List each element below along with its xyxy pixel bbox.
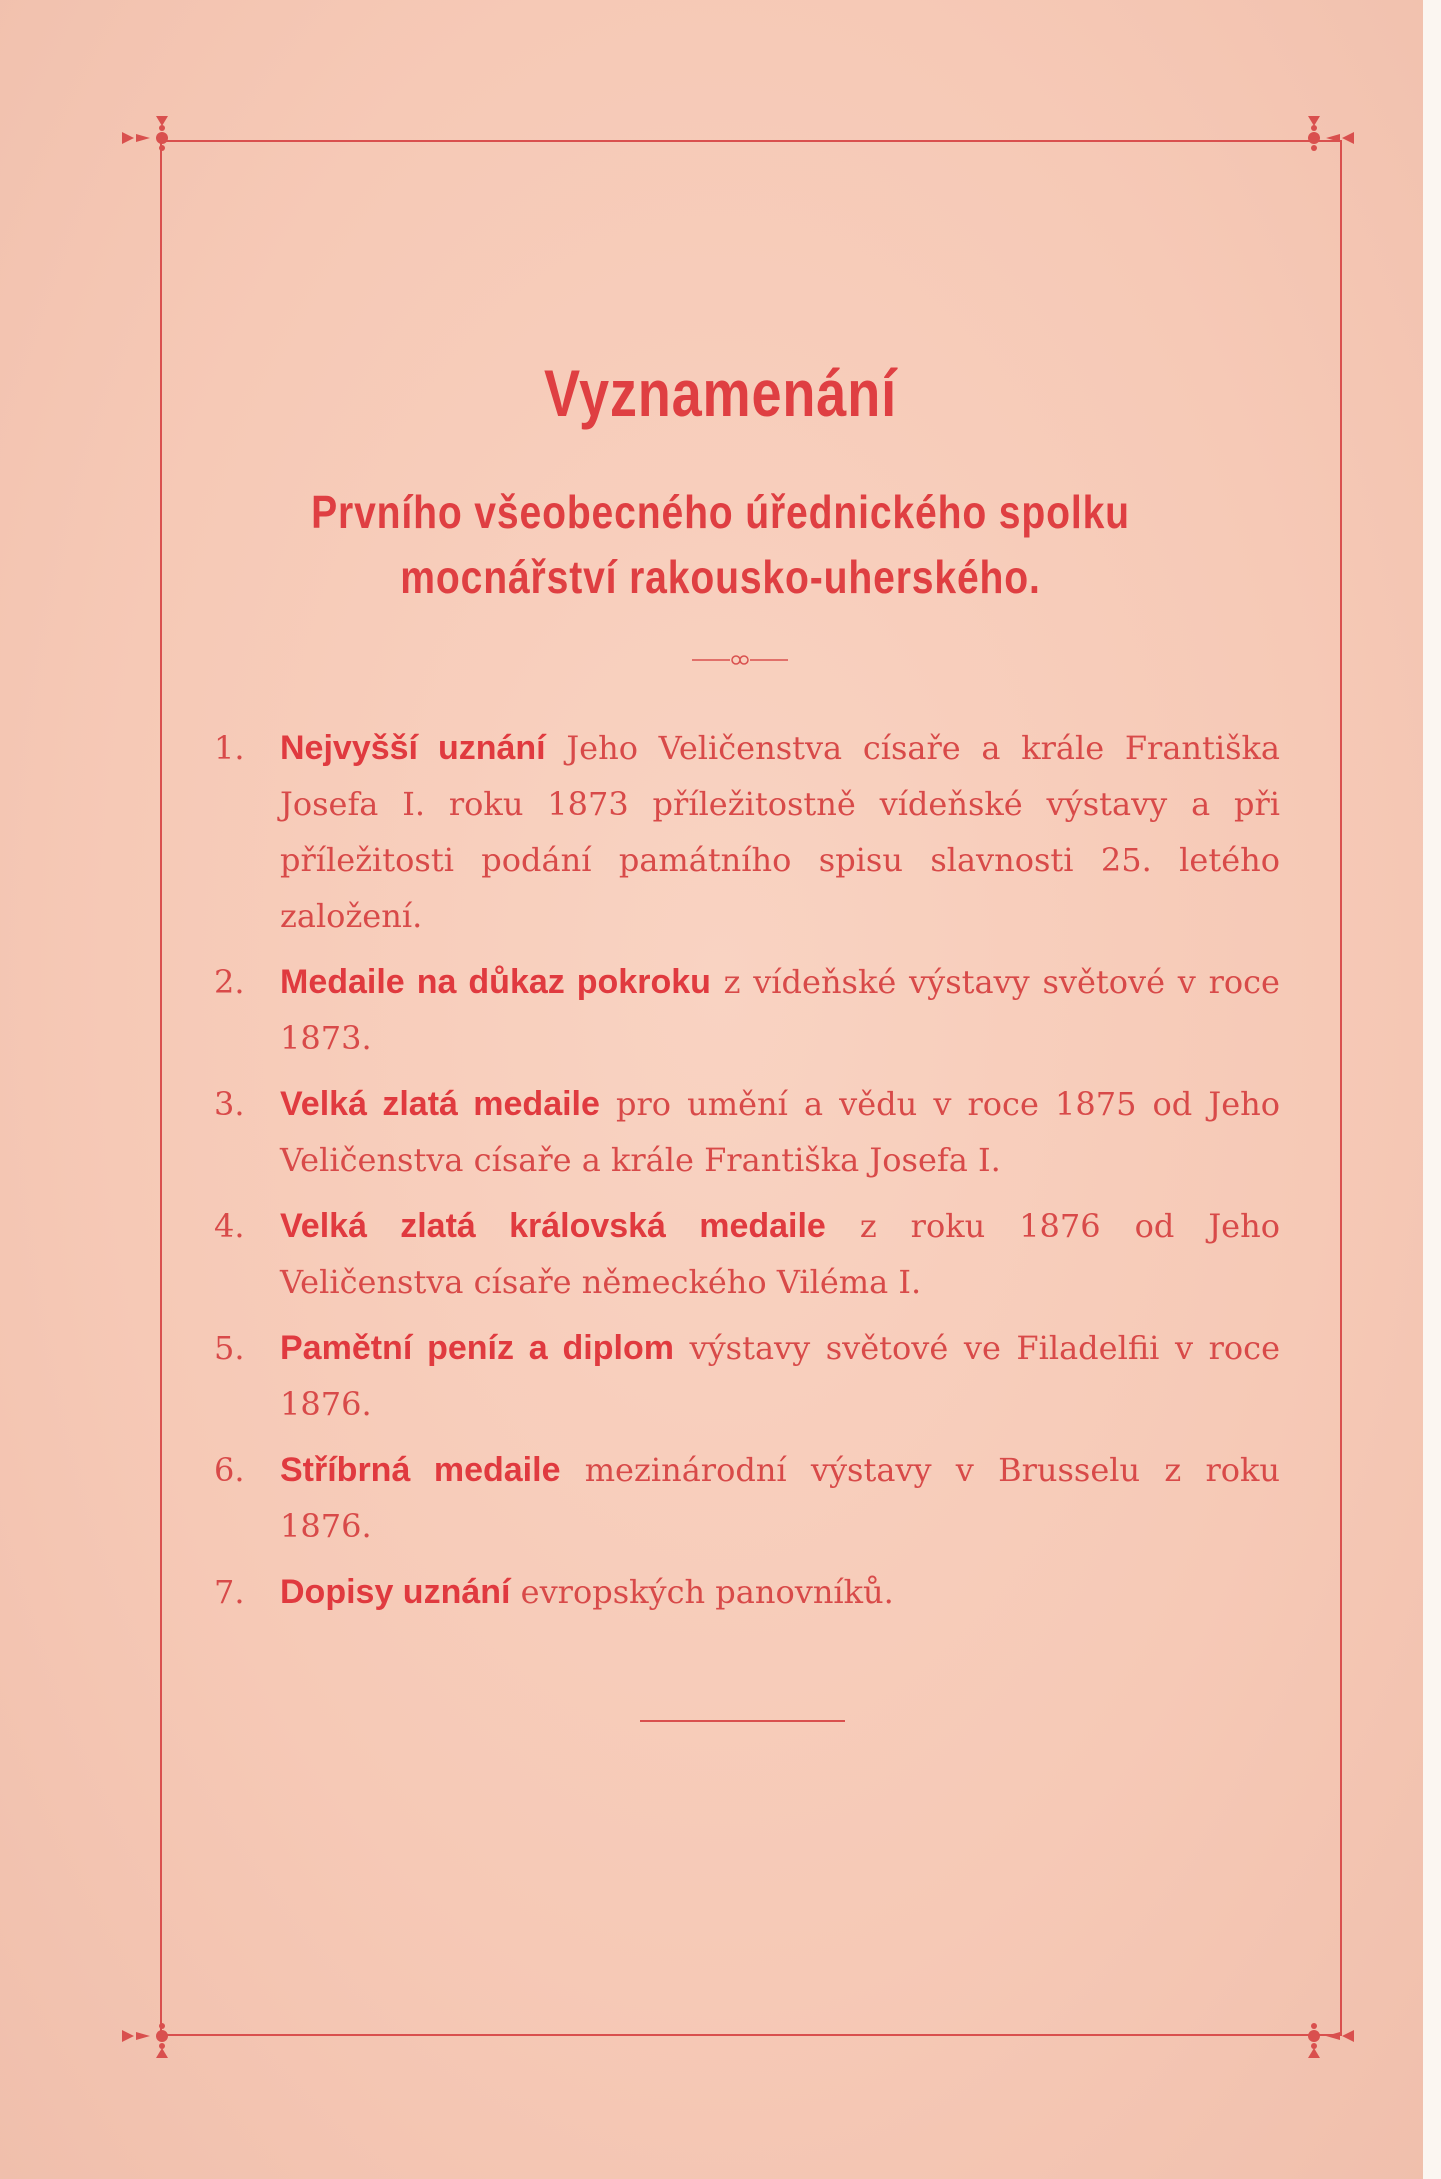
awards-list [200,720,1280,1630]
end-rule [640,1720,845,1722]
item-number: 3. [214,1085,245,1123]
list-item [200,1198,1280,1310]
item-text: výstavy světové ve Filadelfii v roce 1876. [280,1329,1280,1423]
item-heading: Medaile na důkaz pokroku [280,963,711,1001]
item-text: evropských panovníků. [510,1573,894,1611]
list-item [200,1320,1280,1432]
item-heading: Velká zlatá královská medaile [280,1207,826,1245]
item-heading: Velká zlatá medaile [280,1085,600,1123]
list-item [200,1076,1280,1188]
item-number: 6. [214,1451,245,1489]
item-text: pro umění a vědu v roce 1875 od Jeho Veličenstva císaře a krále Františka Josefa I. [280,1085,1281,1179]
corner-ornament-bottom-right-icon [1296,2006,1356,2066]
item-heading: Nejvyšší uznání [280,729,546,767]
item-text: z roku 1876 od Jeho Veličenstva císaře německého Viléma I. [280,1207,1280,1301]
item-text: mezinárodní výstavy v Brusselu z roku 1876. [280,1451,1281,1545]
item-number: 2. [214,963,245,1001]
item-heading: Dopisy uznání [280,1573,511,1611]
item-number: 1. [214,729,245,767]
list-item [200,720,1280,944]
list-item [200,954,1280,1066]
item-number: 7. [214,1573,245,1611]
item-number: 4. [214,1207,245,1245]
corner-ornament-bottom-left-icon [120,2006,180,2066]
list-item [200,1564,1280,1620]
item-heading: Pamětní peníz a diplom [280,1329,674,1367]
subtitle-line-1: Prvního všeobecného úřednického spolku [311,486,1130,538]
list-item [200,1442,1280,1554]
subtitle-line-2: mocnářství rakousko-uherského. [400,551,1041,603]
corner-ornament-top-right-icon [1296,108,1356,168]
item-number: 5. [214,1329,245,1367]
item-heading: Stříbrná medaile [280,1451,561,1489]
corner-ornament-top-left-icon [120,108,180,168]
item-text: z vídeňské výstavy světové v roce 1873. [280,963,1280,1057]
item-text: Jeho Veličenstva císaře a krále Františka Josefa I. roku 1873 příležitostně vídeňské výstavy a při příležitosti podání památního spisu slavnosti 25. letého založení. [280,729,1280,935]
scan-edge [1423,0,1441,2179]
page-title: Vyznamenání [544,356,897,430]
divider-ornament-icon [690,650,790,670]
